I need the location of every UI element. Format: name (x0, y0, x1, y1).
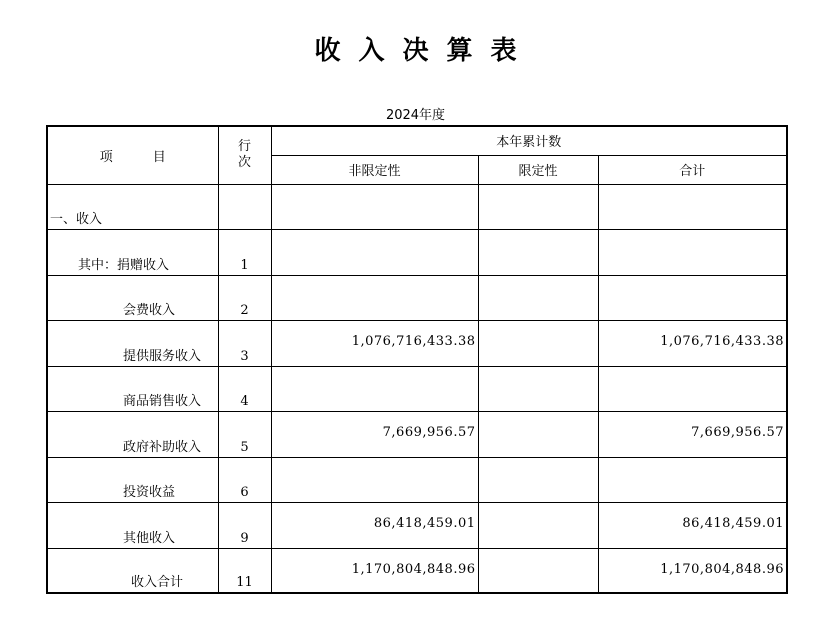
row-label: 一、收入 (47, 184, 218, 229)
cell-unrestricted (271, 275, 478, 320)
row-no: 1 (218, 229, 271, 275)
row-label: 收入合计 (47, 548, 218, 593)
row-no: 4 (218, 366, 271, 411)
header-item-left: 项 (99, 149, 113, 165)
row-no: 5 (218, 411, 271, 457)
table-row (47, 275, 787, 320)
row-label: 投资收益 (47, 457, 218, 502)
cell-total (598, 275, 787, 320)
cell-unrestricted (271, 229, 478, 275)
header-item (47, 126, 218, 184)
cell-restricted (478, 229, 598, 275)
row-no: 6 (218, 457, 271, 502)
table-row (47, 457, 787, 502)
cell-unrestricted (271, 457, 478, 502)
row-label: 提供服务收入 (47, 320, 218, 366)
table-row (47, 502, 787, 548)
cell-unrestricted (271, 366, 478, 411)
row-no: 2 (218, 275, 271, 320)
table-row (47, 229, 787, 275)
cell-total: 7,669,956.57 (598, 411, 787, 457)
row-no: 3 (218, 320, 271, 366)
table-row (47, 366, 787, 411)
row-no: 11 (218, 548, 271, 593)
cell-total (598, 229, 787, 275)
cell-restricted (478, 502, 598, 548)
cell-unrestricted (271, 184, 478, 229)
header-restricted: 限定性 (478, 155, 598, 184)
row-label: 其他收入 (47, 502, 218, 548)
cell-restricted (478, 548, 598, 593)
header-rowno-2: 次 (237, 155, 251, 171)
header-total: 合计 (598, 155, 787, 184)
cell-total: 86,418,459.01 (598, 502, 787, 548)
row-no (218, 184, 271, 229)
header-item-right: 目 (152, 149, 166, 165)
report-year: 2024年度 (385, 108, 446, 123)
cell-restricted (478, 184, 598, 229)
table-row (47, 184, 787, 229)
cell-restricted (478, 275, 598, 320)
income-statement-table (46, 125, 788, 594)
cell-total (598, 366, 787, 411)
cell-total: 1,170,804,848.96 (598, 548, 787, 593)
cell-total (598, 457, 787, 502)
cell-restricted (478, 457, 598, 502)
cell-unrestricted: 7,669,956.57 (271, 411, 478, 457)
page-title: 收入决算表 (314, 36, 535, 66)
header-unrestricted: 非限定性 (271, 155, 478, 184)
cell-restricted (478, 320, 598, 366)
table-row (47, 320, 787, 366)
cell-unrestricted: 1,170,804,848.96 (271, 548, 478, 593)
table-row (47, 411, 787, 457)
row-label: 会费收入 (47, 275, 218, 320)
cell-unrestricted: 86,418,459.01 (271, 502, 478, 548)
cell-total (598, 184, 787, 229)
cell-restricted (478, 366, 598, 411)
header-rowno-1: 行 (237, 139, 251, 155)
cell-total: 1,076,716,433.38 (598, 320, 787, 366)
cell-restricted (478, 411, 598, 457)
row-label: 其中：捐赠收入 (47, 229, 218, 275)
header-group: 本年累计数 (271, 126, 787, 155)
header-rowno (218, 126, 271, 184)
row-label: 商品销售收入 (47, 366, 218, 411)
cell-unrestricted: 1,076,716,433.38 (271, 320, 478, 366)
row-no: 9 (218, 502, 271, 548)
row-label: 政府补助收入 (47, 411, 218, 457)
table-row (47, 548, 787, 593)
